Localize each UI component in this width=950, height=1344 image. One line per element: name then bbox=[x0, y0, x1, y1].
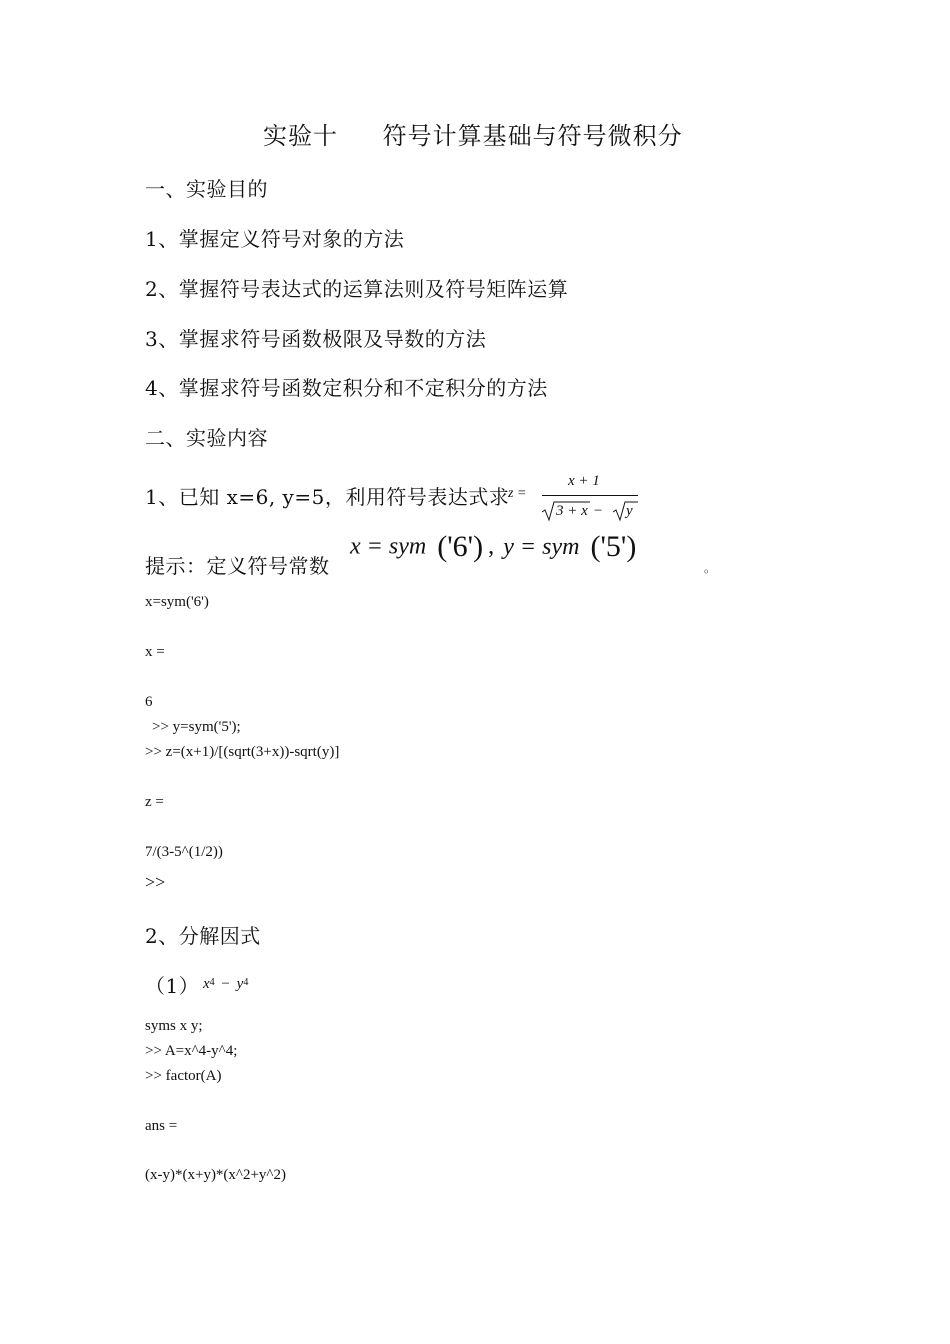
hint-y-arg: ('5') bbox=[590, 530, 637, 563]
formula-numerator: x + 1 bbox=[568, 473, 600, 489]
task1-statement: 1、已知 x=6, y=5，利用符号表达式求 bbox=[145, 485, 510, 509]
expr-y-exponent: 4 bbox=[243, 977, 249, 988]
code-line: >> z=(x+1)/[(sqrt(3+x))-sqrt(y)] bbox=[145, 744, 340, 760]
objective-item: 2、掌握符号表达式的运算法则及符号矩阵运算 bbox=[145, 277, 569, 301]
formula-den-b: y bbox=[626, 503, 633, 519]
task2-sub1-expression bbox=[203, 976, 248, 993]
formula-den-a: 3 + x bbox=[556, 503, 588, 519]
expr-x: x bbox=[203, 976, 210, 992]
hint-math bbox=[350, 530, 636, 576]
objective-item: 3、掌握求符号函数极限及导数的方法 bbox=[145, 327, 487, 351]
code-line: >> A=x^4-y^4; bbox=[145, 1043, 238, 1059]
formula-den-minus: − bbox=[594, 503, 603, 519]
expr-y: y bbox=[236, 976, 244, 992]
fraction-bar bbox=[542, 495, 638, 496]
code-line: x=sym('6') bbox=[145, 594, 209, 610]
code-line: 7/(3-5^(1/2)) bbox=[145, 844, 223, 860]
code-line: ans = bbox=[145, 1118, 178, 1134]
formula-z bbox=[508, 472, 638, 528]
expr-minus: − bbox=[221, 976, 230, 992]
hint-x-def: x = sym bbox=[350, 533, 427, 560]
hint-end-period: 。 bbox=[704, 561, 717, 575]
task2-statement: 2、分解因式 bbox=[145, 924, 261, 948]
code-prompt: >> bbox=[145, 872, 166, 892]
code-line: z = bbox=[145, 794, 164, 810]
title-experiment-number: 实验十 bbox=[263, 122, 338, 150]
code-line: x = bbox=[145, 644, 165, 660]
section-heading-objectives: 一、实验目的 bbox=[145, 177, 268, 201]
hint-separator: , bbox=[488, 533, 495, 560]
code-line: >> y=sym('5'); bbox=[152, 719, 241, 735]
section-heading-content: 二、实验内容 bbox=[145, 426, 268, 450]
hint-label: 提示：定义符号常数 bbox=[145, 554, 330, 578]
page-title bbox=[263, 116, 683, 151]
code-line: 6 bbox=[145, 694, 153, 710]
objective-item: 4、掌握求符号函数定积分和不定积分的方法 bbox=[145, 376, 548, 400]
expr-x-exponent: 4 bbox=[209, 977, 215, 988]
hint-y-def: y = sym bbox=[503, 533, 580, 560]
code-line: >> factor(A) bbox=[145, 1068, 222, 1084]
code-line: (x-y)*(x+y)*(x^2+y^2) bbox=[145, 1167, 286, 1183]
objective-item: 1、掌握定义符号对象的方法 bbox=[145, 227, 405, 251]
title-topic: 符号计算基础与符号微积分 bbox=[382, 122, 683, 150]
hint-x-arg: ('6') bbox=[437, 530, 484, 563]
task2-sub1-label: （1） bbox=[145, 974, 200, 998]
formula-lhs: z = bbox=[508, 486, 527, 501]
code-line: syms x y; bbox=[145, 1018, 203, 1034]
